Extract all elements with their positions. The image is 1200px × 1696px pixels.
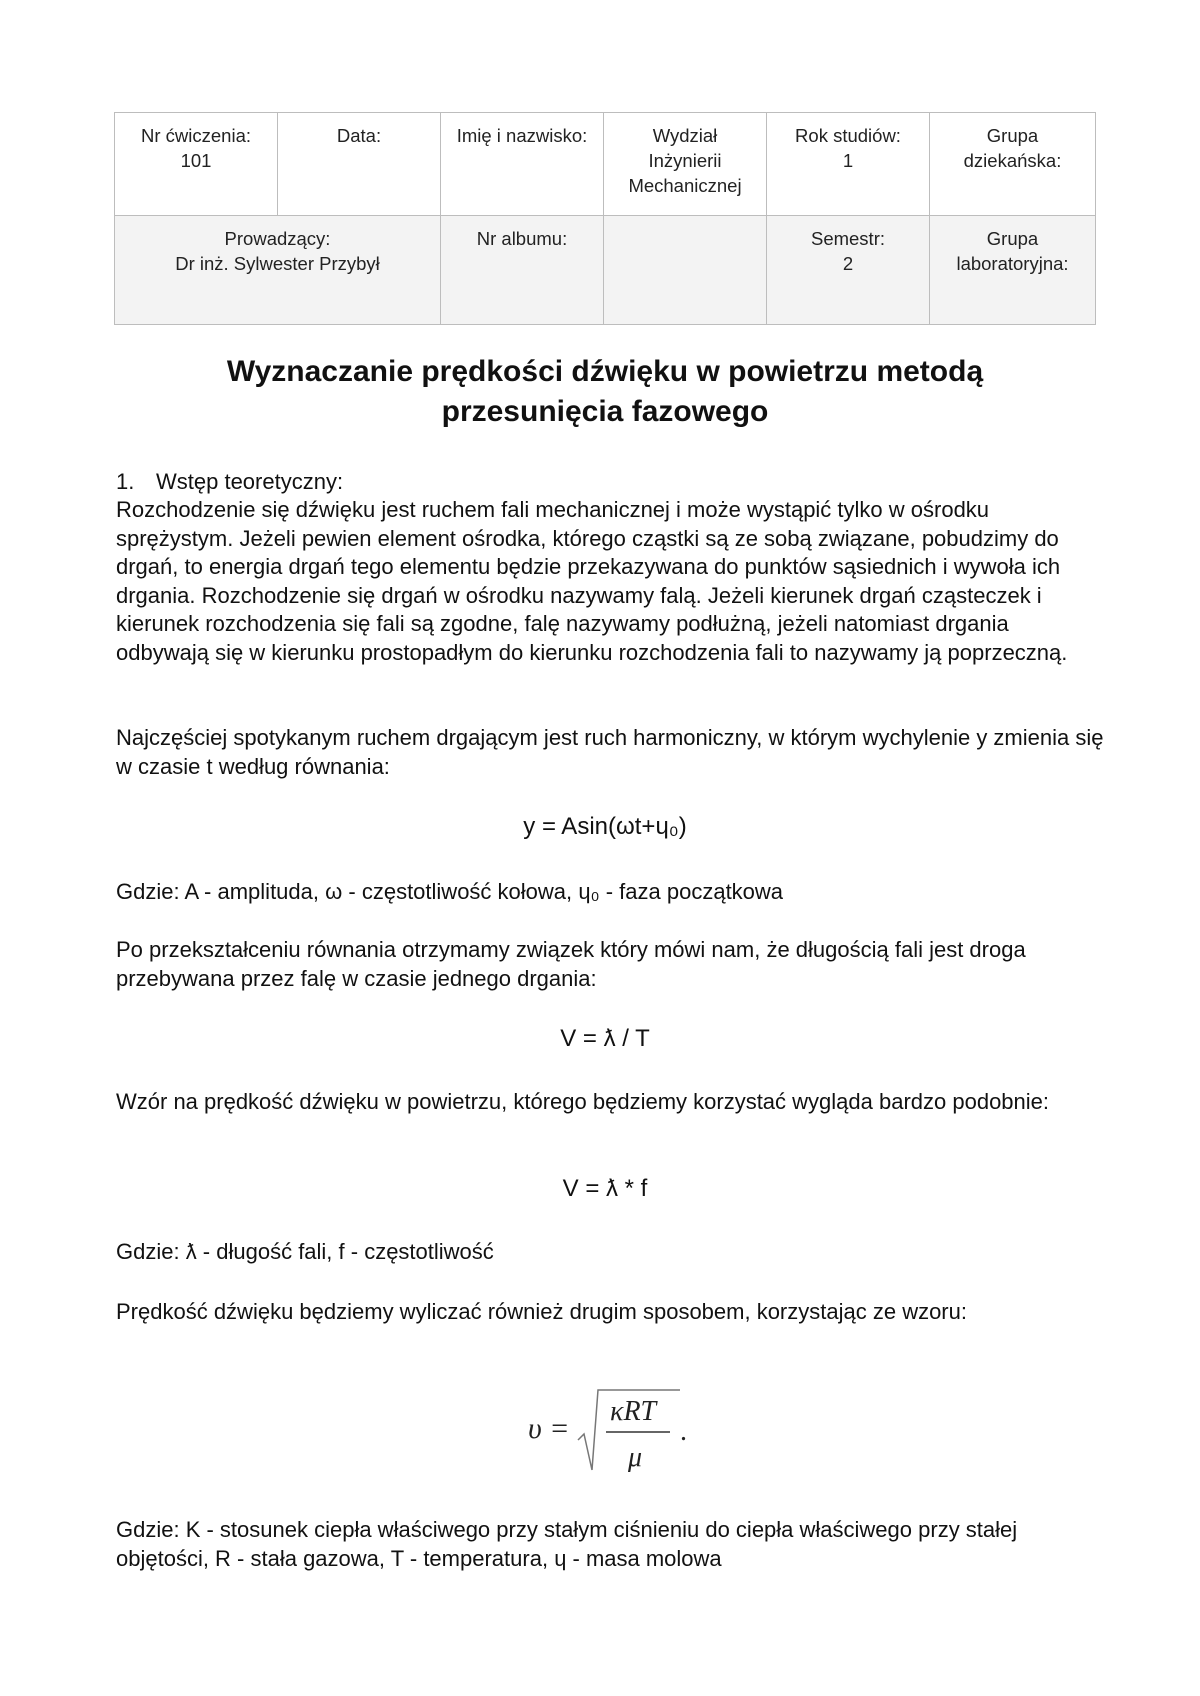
cell-album-number: Nr albumu:: [441, 216, 604, 325]
formula-numerator: κRT: [610, 1396, 657, 1427]
cell-lecturer: Prowadzący: Dr inż. Sylwester Przybył: [115, 216, 441, 325]
cell-exercise-number: Nr ćwiczenia: 101: [115, 113, 278, 216]
cell-study-year: Rok studiów: 1: [767, 113, 930, 216]
header-row-2: [115, 216, 1096, 325]
paragraph-formula-intro: Wzór na prędkość dźwięku w powietrzu, którego będziemy korzystać wygląda bardzo podobnie:: [116, 1089, 1050, 1114]
paragraph-transform: Po przekształceniu równania otrzymamy związek który mówi nam, że długością fali jest droga przebywana przez falę w czasie jednego drgania:: [116, 937, 1026, 991]
section-heading: [116, 468, 343, 496]
header-table: [114, 112, 1096, 325]
paragraph-second-method: Prędkość dźwięku będziemy wyliczać również drugim sposobem, korzystając ze wzoru:: [116, 1299, 967, 1324]
formula-period: .: [680, 1416, 687, 1447]
cell-faculty: Wydział Inżynierii Mechanicznej: [604, 113, 767, 216]
section-number: 1.: [116, 469, 135, 494]
formula-denominator: μ: [628, 1442, 643, 1473]
header-row-1: [115, 113, 1096, 216]
cell-name: Imię i nazwisko:: [441, 113, 604, 216]
cell-semester: Semestr: 2: [767, 216, 930, 325]
paragraph-harmonic: Najczęściej spotykanym ruchem drgającym jest ruch harmoniczny, w którym wychylenie y zmienia się w czasie t według równania:: [116, 725, 1104, 779]
paragraph-where-1: Gdzie: A - amplituda, ω - częstotliwość kołowa, ɥ₀ - faza początkowa: [116, 879, 784, 904]
equation-harmonic: y = Asin(ωt+ɥ₀): [523, 813, 687, 840]
cell-lab-group: Grupa laboratoryjna:: [930, 216, 1096, 325]
cell-dean-group: Grupa dziekańska:: [930, 113, 1096, 216]
document-title: Wyznaczanie prędkości dźwięku w powietrzu metodą przesunięcia fazowego: [226, 355, 984, 428]
paragraph-where-2: Gdzie: ƛ - długość fali, f - częstotliwość: [116, 1239, 494, 1264]
equation-frequency: V = ƛ * f: [562, 1175, 648, 1202]
speed-of-sound-formula: [520, 1370, 700, 1480]
section-title: Wstęp teoretyczny:: [156, 469, 344, 494]
cell-date: Data:: [278, 113, 441, 216]
equation-period: V = ƛ / T: [560, 1025, 650, 1052]
formula-lhs: υ =: [528, 1412, 570, 1445]
paragraph-where-3: Gdzie: K - stosunek ciepła właściwego przy stałym ciśnieniu do ciepła właściwego przy stałej objętości, R - stała gazowa, T - temperatura, ɥ - masa molowa: [116, 1517, 1018, 1571]
paragraph-intro: Rozchodzenie się dźwięku jest ruchem fali mechanicznej i może wystąpić tylko w ośrodku sprężystym. Jeżeli pewien element ośrodka, którego cząstki są ze sobą związane, pobudzimy do drgań, to energia drgań tego elementu będzie przekazywana do punktów sąsiednich i wywoła ich drgania. Rozchodzenie się drgań w ośrodku nazywamy falą. Jeżeli kierunek drgań cząsteczek i kierunek rozchodzenia się fali są zgodne, falę nazywamy podłużną, jeżeli natomiast drgania odbywają się w kierunku prostopadłym do kierunku rozchodzenia fali to nazywamy ją poprzeczną.: [116, 497, 1068, 665]
cell-album-value: [604, 216, 767, 325]
